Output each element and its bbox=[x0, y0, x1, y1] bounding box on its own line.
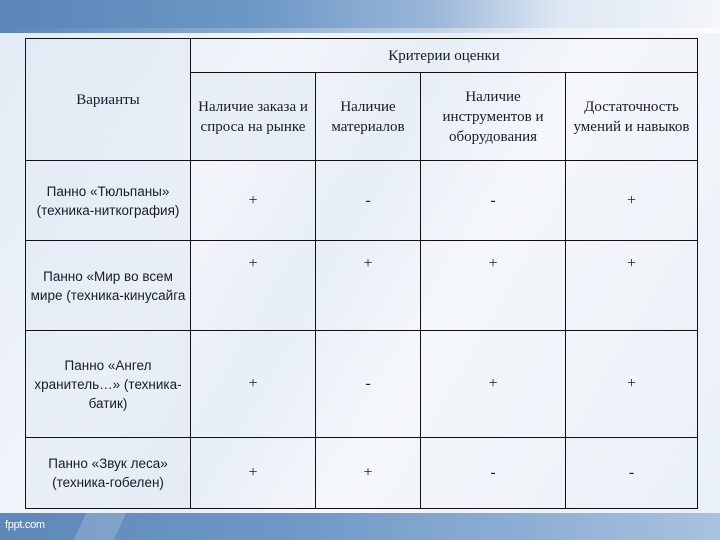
banner-slash bbox=[74, 513, 127, 540]
value-cell: + bbox=[421, 331, 566, 438]
value-cell: - bbox=[421, 438, 566, 509]
value-cell: - bbox=[316, 331, 421, 438]
table-row bbox=[26, 241, 698, 331]
top-banner bbox=[0, 0, 720, 33]
value-cell: + bbox=[316, 241, 421, 331]
table-row bbox=[26, 331, 698, 438]
table-row bbox=[26, 161, 698, 241]
value-cell: - bbox=[316, 161, 421, 241]
criteria-group-header: Критерии оценки bbox=[191, 39, 698, 73]
column-header-tools: Наличие инструментов и оборудования bbox=[421, 73, 566, 161]
column-header-skills: Достаточность умений и навыков bbox=[566, 73, 698, 161]
variant-cell: Панно «Звук леса» (техника-гобелен) bbox=[26, 438, 191, 509]
criteria-table bbox=[25, 38, 698, 509]
footer-brand: fppt.com bbox=[5, 519, 45, 531]
variants-header: Варианты bbox=[26, 39, 191, 161]
value-cell: + bbox=[421, 241, 566, 331]
value-cell: + bbox=[566, 331, 698, 438]
value-cell: + bbox=[191, 331, 316, 438]
value-cell: - bbox=[421, 161, 566, 241]
variant-cell: Панно «Мир во всем мире (техника-кинусайга bbox=[26, 241, 191, 331]
column-header-materials: Наличие материалов bbox=[316, 73, 421, 161]
value-cell: + bbox=[566, 241, 698, 331]
table-row bbox=[26, 438, 698, 509]
value-cell: + bbox=[191, 161, 316, 241]
column-header-demand: Наличие заказа и спроса на рынке bbox=[191, 73, 316, 161]
value-cell: + bbox=[566, 161, 698, 241]
variant-cell: Панно «Ангел хранитель…» (техника-батик) bbox=[26, 331, 191, 438]
value-cell: + bbox=[191, 241, 316, 331]
group-header-row bbox=[26, 39, 698, 73]
value-cell: + bbox=[316, 438, 421, 509]
value-cell: - bbox=[566, 438, 698, 509]
value-cell: + bbox=[191, 438, 316, 509]
variant-cell: Панно «Тюльпаны» (техника-ниткография) bbox=[26, 161, 191, 241]
bottom-banner bbox=[0, 513, 720, 540]
